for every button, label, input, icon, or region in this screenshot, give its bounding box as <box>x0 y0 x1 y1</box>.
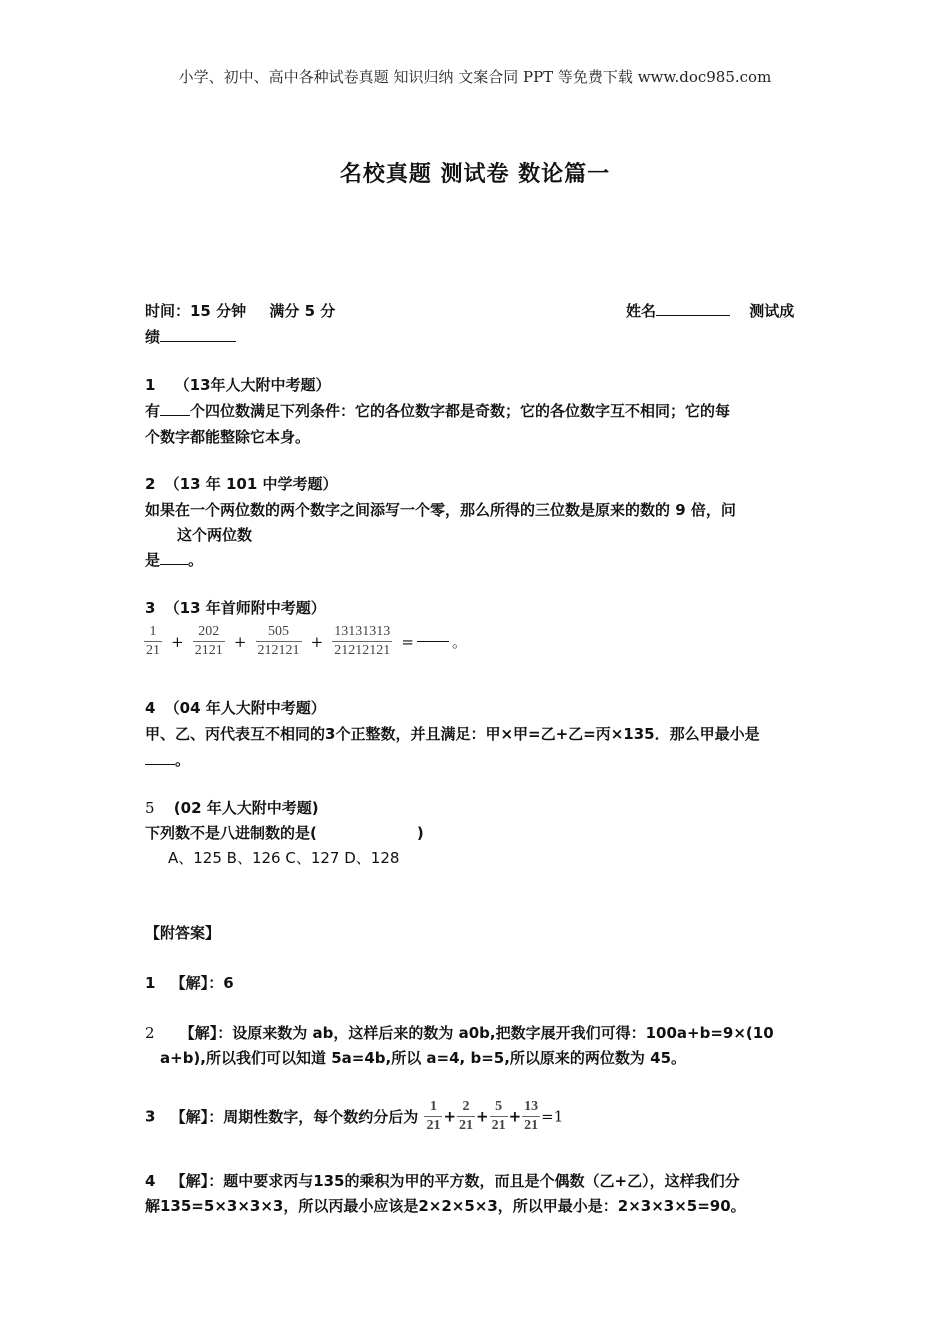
a1-text: ：6 <box>208 974 234 992</box>
q1-text-a: 有 <box>145 402 161 420</box>
q3-frac3-den: 212121 <box>257 643 300 658</box>
a3-frac1-den: 21 <box>426 1118 441 1133</box>
q1-source: （13年人大附中考题） <box>174 376 331 394</box>
a3-frac2-num: 2 <box>457 1098 475 1117</box>
q3-frac3-num: 505 <box>256 623 302 642</box>
a3-number: 3 <box>145 1107 156 1126</box>
name-field[interactable] <box>626 300 794 321</box>
q2-blank[interactable] <box>160 564 188 565</box>
time-info <box>145 300 335 321</box>
page-title: 名校真题 测试卷 数论篇一 <box>339 162 611 187</box>
a4-label: 【解】 <box>170 1172 209 1190</box>
q2-line-3 <box>145 549 203 570</box>
q5-end: ) <box>416 824 424 842</box>
question-1-header <box>145 374 331 395</box>
a3-text: ：周期性数字，每个数约分后为 <box>208 1108 419 1126</box>
q4-source: （04 年人大附中考题） <box>164 699 326 717</box>
a3-fraction-4 <box>522 1098 540 1135</box>
a3-fraction-2 <box>457 1098 475 1135</box>
q4-number: 4 <box>145 699 156 717</box>
time-label: 时间：15 分钟 <box>145 302 247 320</box>
name-blank[interactable] <box>656 315 730 316</box>
q5-number: 5 <box>145 799 155 817</box>
q3-source: （13 年首师附中考题） <box>164 599 326 617</box>
score-label: 满分 5 分 <box>269 302 336 320</box>
plus-sign: + <box>443 1107 457 1126</box>
answer-1 <box>145 972 234 993</box>
q2-text-is: 是 <box>145 551 161 569</box>
a3-label: 【解】 <box>170 1108 209 1126</box>
plus-sign: + <box>233 632 247 651</box>
q2-source: （13 年 101 中学考题） <box>164 475 338 493</box>
q3-frac1-num: 1 <box>144 623 162 642</box>
a4-number: 4 <box>145 1172 156 1190</box>
q1-line-1 <box>145 400 730 421</box>
q5-line-1 <box>145 822 424 843</box>
plus-sign: + <box>508 1107 522 1126</box>
a1-number: 1 <box>145 974 156 992</box>
name-label: 姓名 <box>626 302 657 320</box>
a3-frac1-num: 1 <box>424 1098 442 1117</box>
page-header: 小学、初中、高中各种试卷真题 知识归纳 文案合同 PPT 等免费下载 www.doc985.com <box>178 68 772 86</box>
q5-source: (02 年人大附中考题) <box>173 799 319 817</box>
q3-fraction-2 <box>193 623 225 660</box>
q3-expression <box>143 623 470 660</box>
a2-label: 【解】 <box>179 1024 218 1042</box>
result-label-cont: 绩 <box>145 328 161 346</box>
q3-frac2-den: 2121 <box>194 643 223 658</box>
q4-end: 。 <box>175 751 191 769</box>
q3-frac1-den: 21 <box>146 643 160 658</box>
answer-2-line-1 <box>145 1022 774 1043</box>
q3-frac2-num: 202 <box>193 623 225 642</box>
q3-fraction-4 <box>332 623 392 660</box>
equals-sign: = <box>401 632 414 651</box>
a3-frac3-den: 21 <box>491 1118 506 1133</box>
q2-line-1: 如果在一个两位数的两个数字之间添写一个零，那么所得的三位数是原来的数的 9 倍，问 <box>145 501 736 519</box>
result-label: 测试成 <box>749 302 795 320</box>
a3-fraction-3 <box>490 1098 508 1135</box>
a2-text-1: ：设原来数为 ab，这样后来的数为 a0b,把数字展开我们可得：100a+b=9×(10 <box>217 1024 774 1042</box>
q3-number: 3 <box>145 599 156 617</box>
q1-blank[interactable] <box>160 415 190 416</box>
a1-label: 【解】 <box>170 974 209 992</box>
q4-line-1: 甲、乙、丙代表互不相同的3个正整数，并且满足：甲×甲=乙+乙=丙×135．那么甲最小是 <box>145 725 760 743</box>
answer-4-line-2: 解135=5×3×3×3，所以丙最小应该是2×2×5×3，所以甲最小是：2×3×3×5=90。 <box>145 1197 746 1215</box>
plus-sign: + <box>171 632 184 651</box>
q2-number: 2 <box>145 475 156 493</box>
answer-4-line-1 <box>145 1170 740 1191</box>
q1-line-2: 个数字都能整除它本身。 <box>145 428 311 446</box>
plus-sign: + <box>476 1107 489 1126</box>
plus-sign: + <box>310 632 324 651</box>
q3-frac4-den: 21212121 <box>334 643 391 658</box>
a2-number: 2 <box>145 1024 155 1042</box>
a3-frac4-num: 13 <box>522 1098 540 1117</box>
a3-frac3-num: 5 <box>490 1098 508 1117</box>
q5-options: A、125 B、126 C、127 D、128 <box>168 849 400 867</box>
question-5-header <box>145 797 319 818</box>
answers-heading: 【附答案】 <box>145 924 221 942</box>
q1-text-b: 个四位数满足下列条件：它的各位数字都是奇数；它的各位数字互不相同；它的每 <box>190 402 731 420</box>
a3-result: =1 <box>541 1107 564 1126</box>
q3-blank[interactable] <box>417 641 449 642</box>
answer-2-line-2: a+b),所以我们可以知道 5a=4b,所以 a=4, b=5,所以原来的两位数为 45。 <box>160 1049 687 1067</box>
question-4-header <box>145 697 326 718</box>
question-3-header <box>145 597 326 618</box>
a3-frac4-den: 21 <box>524 1118 539 1133</box>
q4-line-2 <box>145 749 190 770</box>
answer-3 <box>145 1098 563 1135</box>
q2-line-2: 这个两位数 <box>177 526 253 544</box>
a4-text-1: ：题中要求丙与135的乘积为甲的平方数，而且是个偶数（乙+乙），这样我们分 <box>208 1172 740 1190</box>
q1-number: 1 <box>145 376 156 394</box>
q3-fraction-1 <box>144 623 162 660</box>
q5-text: 下列数不是八进制数的是( <box>145 824 317 842</box>
q3-frac4-num: 13131313 <box>332 623 392 642</box>
q3-fraction-3 <box>256 623 302 660</box>
question-2-header <box>145 473 338 494</box>
result-field[interactable] <box>145 326 236 347</box>
q2-end: 。 <box>188 551 204 569</box>
a3-frac2-den: 21 <box>459 1118 474 1133</box>
q3-end: 。 <box>451 633 467 651</box>
result-blank[interactable] <box>160 341 236 342</box>
q4-blank[interactable] <box>145 764 175 765</box>
a3-fraction-1 <box>424 1098 442 1135</box>
